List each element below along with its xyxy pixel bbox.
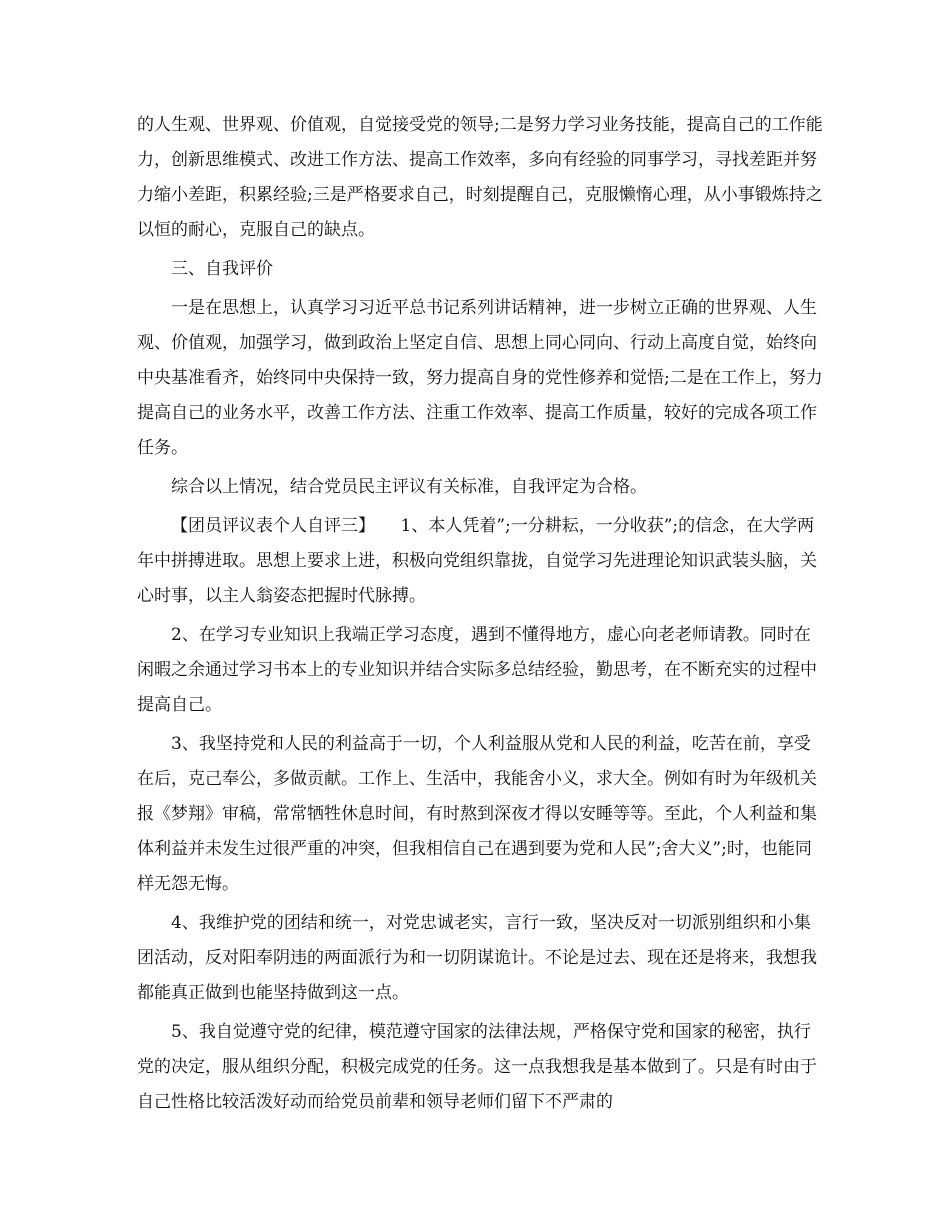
document-page xyxy=(137,108,827,1124)
paragraph-section-three-item-1: 【团员评议表个人自评三】 1、本人凭着”;一分耕耘，一分收获”;的信念，在大学两年中拼搏进取。思想上要求上进，积极向党组织靠拢，自觉学习先进理论知识武装头脑，关心时事，以主人翁姿态把握时代脉搏。 xyxy=(137,516,817,606)
paragraph-conclusion: 综合以上情况，结合党员民主评议有关标准，自我评定为合格。 xyxy=(171,477,647,497)
paragraph-thought-work: 一是在思想上，认真学习习近平总书记系列讲话精神，进一步树立正确的世界观、人生观、价值观，加强学习，做到政治上坚定自信、思想上同心同向、行动上高度自觉，始终向中央基准看齐，始终同中央保持一致，努力提高自身的党性修养和觉悟;二是在工作上，努力提高自己的业务水平，改善工作方法、注重工作效率、提高工作质量，较好的完成各项工作任务。 xyxy=(137,298,823,458)
paragraph-item-5: 5、我自觉遵守党的纪律，模范遵守国家的法律法规，严格保守党和国家的秘密，执行党的决定，服从组织分配，积极完成党的任务。这一点我想我是基本做到了。只是有时由于自己性格比较活泼好动而给党员前辈和领导老师们留下不严肃的 xyxy=(137,1022,817,1112)
section-heading-self-evaluation: 三、自我评价 xyxy=(171,259,273,279)
paragraph-item-4: 4、我维护党的团结和统一，对党忠诚老实，言行一致，坚决反对一切派别组织和小集团活动，反对阳奉阴违的两面派行为和一切阴谋诡计。不论是过去、现在还是将来，我想我都能真正做到也能坚持做到这一点。 xyxy=(137,913,817,1003)
paragraph-item-3: 3、我坚持党和人民的利益高于一切，个人利益服从党和人民的利益，吃苦在前，享受在后，克己奉公，多做贡献。工作上、生活中，我能舍小义，求大全。例如有时为年级机关报《梦翔》审稿，常常牺牲休息时间，有时熬到深夜才得以安睡等等。至此，个人利益和集体利益并未发生过很严重的冲突，但我相信自己在遇到要为党和人民”;舍大义”;时，也能同样无怨无悔。 xyxy=(137,734,817,894)
paragraph-continuation: 的人生观、世界观、价值观，自觉接受党的领导;二是努力学习业务技能，提高自己的工作能力，创新思维模式、改进工作方法、提高工作效率，多向有经验的同事学习，寻找差距并努力缩小差距，积累经验;三是严格要求自己，时刻提醒自己，克服懒惰心理，从小事锻炼持之以恒的耐心，克服自己的缺点。 xyxy=(137,115,823,240)
paragraph-item-2: 2、在学习专业知识上我端正学习态度，遇到不懂得地方，虚心向老老师请教。同时在闲暇之余通过学习书本上的专业知识并结合实际多总结经验，勤思考，在不断充实的过程中提高自己。 xyxy=(137,625,817,715)
